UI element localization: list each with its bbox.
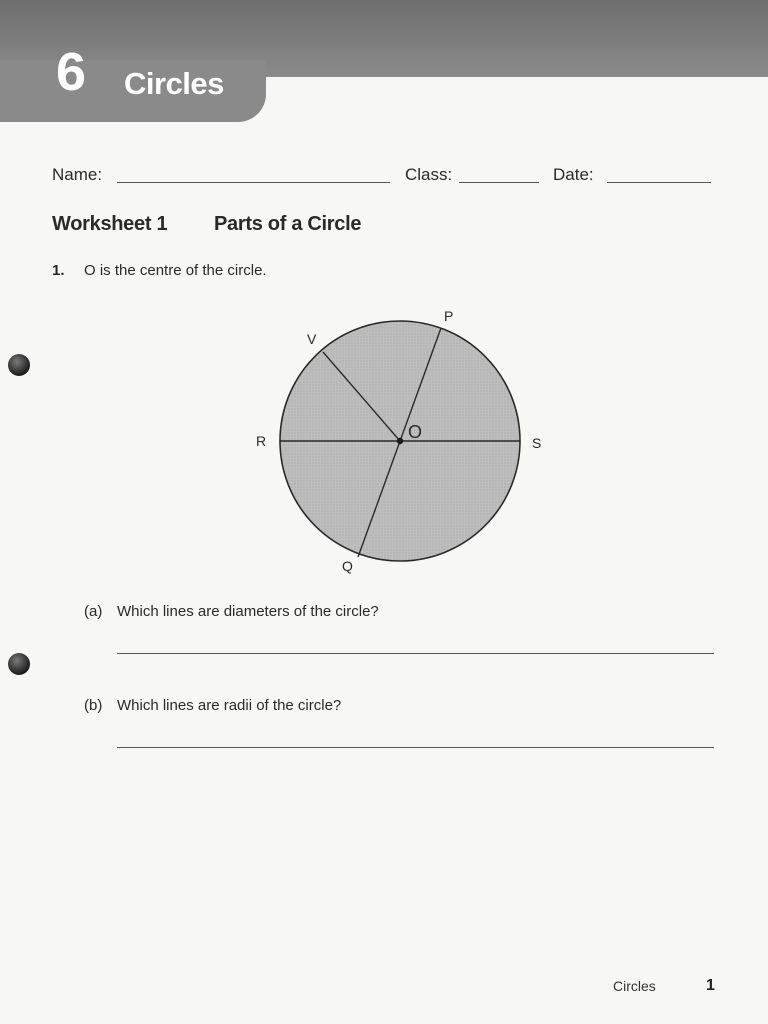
question-1-text: O is the centre of the circle. [84,262,267,279]
date-field[interactable] [607,182,711,183]
part-b-text: Which lines are radii of the circle? [117,697,342,714]
date-label: Date: [553,165,594,184]
chapter-title: Circles [124,66,224,101]
label-q: Q [342,558,353,574]
page-number: 1 [706,977,715,994]
centre-point [397,438,403,444]
part-a-label: (a) [84,603,103,620]
worksheet-number: Worksheet 1 [52,213,168,235]
part-b-label: (b) [84,697,103,714]
footer-section-label: Circles [613,978,656,994]
circle-diagram [240,300,570,580]
label-v: V [307,331,317,347]
part-b-answer-line[interactable] [117,747,714,748]
worksheet-title: Parts of a Circle [214,213,362,235]
question-1-number: 1. [52,262,65,279]
class-field[interactable] [459,182,539,183]
name-label: Name: [52,165,103,184]
class-label: Class: [405,165,453,184]
label-r: R [256,433,267,449]
binder-hole-bottom [8,653,30,675]
label-p: P [444,308,454,324]
label-s: S [532,435,542,451]
name-field[interactable] [117,182,390,183]
part-a-answer-line[interactable] [117,653,714,654]
chapter-number: 6 [56,42,87,102]
part-a-text: Which lines are diameters of the circle? [117,603,379,620]
label-o: O [408,422,423,442]
binder-hole-top [8,354,30,376]
